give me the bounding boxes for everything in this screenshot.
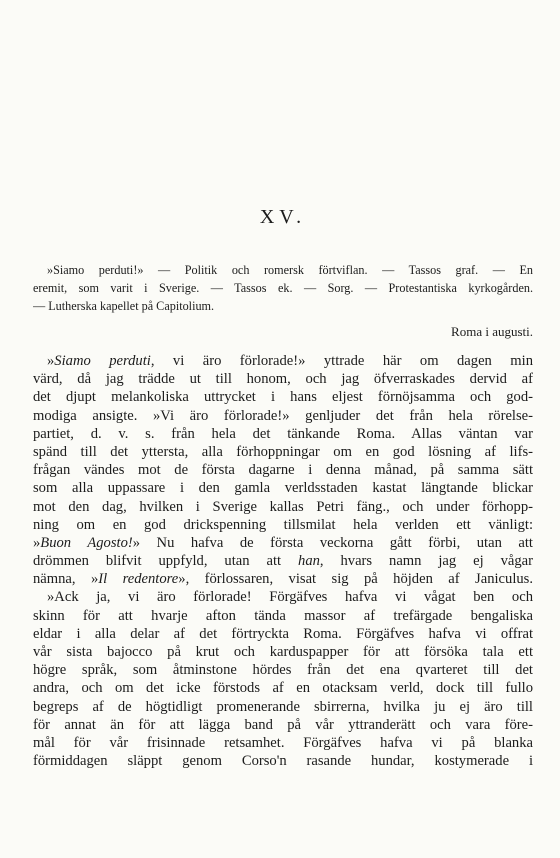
summary-line-2: eremit, som varit i Sverige. — Tassos ek. — Sorg. — Protestantiska kyrkogården. [33, 281, 533, 296]
dateline: Roma i augusti. [451, 324, 533, 339]
body-line-15: skinn för att hvarje afton tända massor af trefärgade bengaliska [33, 607, 533, 624]
italic-phrase-buon-agosto: Buon Agosto! [40, 534, 133, 551]
body-line-13 [33, 570, 533, 588]
body-line-12-b: , hvars namn jag ej vågar [319, 553, 533, 570]
summary-line-3: — Lutherska kapellet på Capitolium. [33, 299, 215, 314]
body-line-16: eldar i alla delar af det förtryckta Roma. Förgäfves hafva vi offrat [33, 625, 533, 642]
body-line-14: »Ack ja, vi äro förlorade! Förgäfves hafva vi vågat ben och [47, 589, 533, 606]
body-line-1 [33, 352, 533, 370]
body-line-8: som alla uppassare i den gamla verldsstaden kastat längtande blickar [33, 480, 533, 497]
body-line-20: begreps af de högtidligt promenerande sbirrerna, hvilka ju ej äro till [33, 698, 533, 715]
body-line-11-b: » Nu hafva de första veckorna gått förbi, utan att [132, 534, 533, 551]
body-line-6: spänd till det yttersta, alla förhoppningar om en god lösning af lifs- [33, 443, 533, 460]
body-line-7: frågan vändes mot de första dagarne i denna månad, på samma sätt [33, 462, 533, 479]
summary-line-1: »Siamo perduti!» — Politik och romersk förtviflan. — Tassos graf. — En [47, 263, 533, 277]
body-line-12 [33, 552, 533, 570]
body-line-10: ning om en god drickspenning tillsmilat hela verlden ett vänligt: [33, 516, 533, 533]
chapter-summary [33, 262, 533, 317]
body-line-11 [33, 534, 533, 552]
body-line-3: det djupt melankoliska uttrycket i hans eljest förnöjsamma och god- [33, 389, 533, 406]
body-line-5: partiet, d. v. s. från hela det tänkande Roma. Allas väntan var [33, 425, 533, 442]
body-line-18: högre språk, som åtminstone hördes från det ena qvarteret till det [33, 662, 533, 679]
body-line-1-b: , vi äro förlorade!» yttrade här om dagen min [150, 353, 533, 369]
body-line-22: mål för vår frisinnade retsamhet. Förgäfves hafva vi på blanka [33, 734, 533, 751]
body-line-13-b: », förlossaren, visat sig på höjden af Janiculus. [178, 571, 533, 588]
body-line-4: modiga ansigte. »Vi äro förlorade!» genljuder det från hela rörelse- [33, 407, 533, 424]
body-line-9: mot den dag, hvilken i Sverige kallas Petri fäng., och under förhopp- [33, 498, 533, 515]
body-line-13-a: nämna, » [33, 571, 99, 588]
italic-phrase-il-redentore: Il redentore [98, 571, 179, 588]
body-line-17: vår sista bajocco på krut och karduspapper för att försöka tala ett [33, 644, 533, 660]
body-line-19: andra, och om det icke förstods af en otacksam verld, dock till fullo [33, 680, 533, 697]
italic-word-han: han [298, 553, 320, 570]
body-line-2: värd, då jag trädde ut till honom, och jag öfverraskades dervid af [33, 371, 533, 388]
body-text [33, 352, 533, 770]
body-line-23: förmiddagen släppt genom Corso'n rasande hundar, kostymerade i [33, 753, 533, 770]
body-line-21: för annat än för att lägga band på vår yttranderätt och vara före- [33, 716, 533, 733]
body-line-11-a: » [33, 534, 41, 551]
body-line-1-a: » [47, 353, 55, 369]
italic-phrase-siamo-perduti: Siamo perduti [54, 353, 151, 369]
chapter-number: XV. [259, 206, 307, 228]
body-line-12-a: drömmen blifvit uppfyld, utan att [33, 553, 299, 570]
